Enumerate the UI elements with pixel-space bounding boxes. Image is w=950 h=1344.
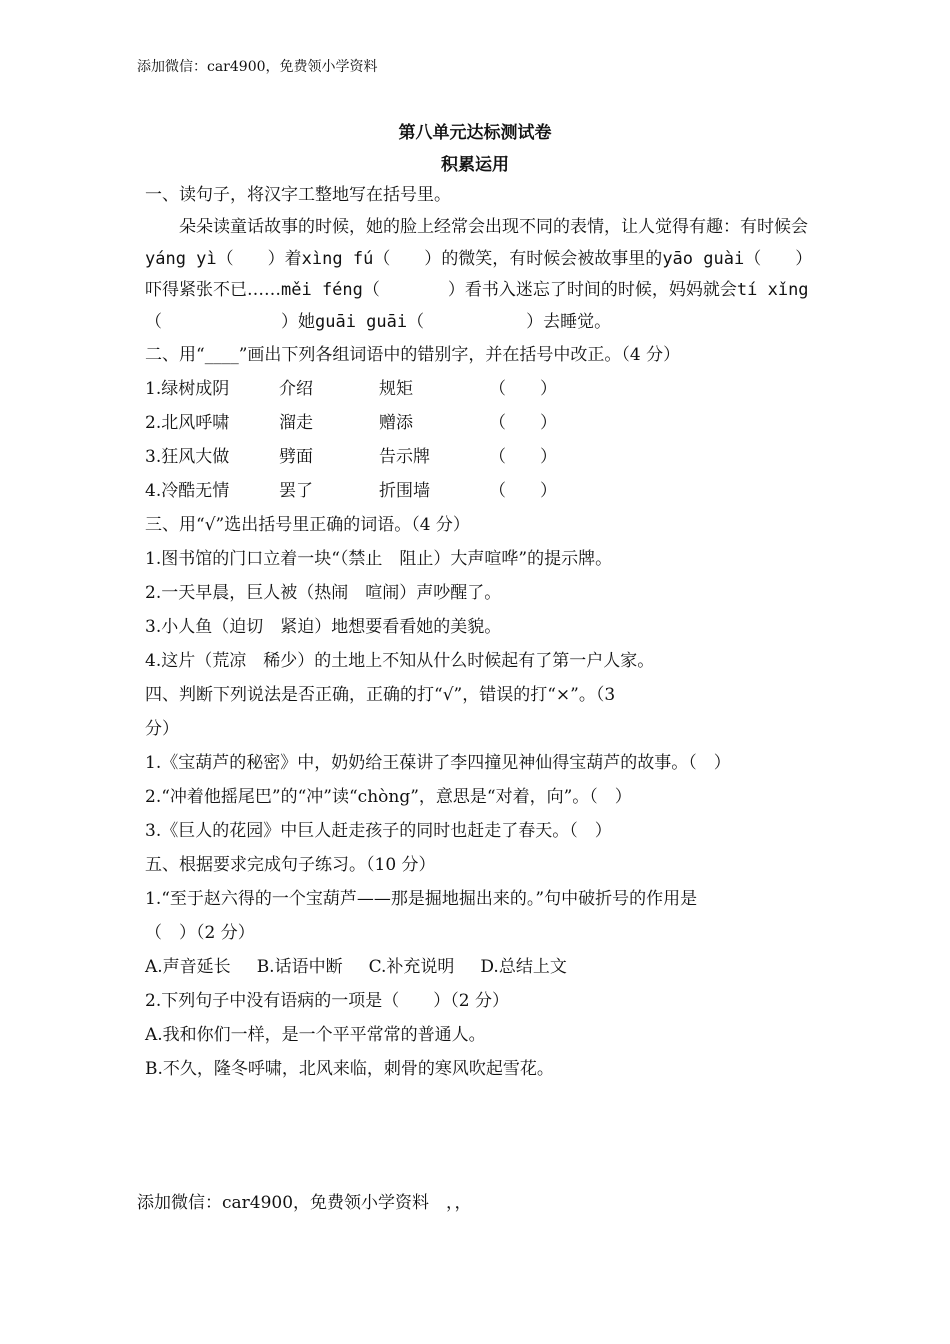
pinyin-xingfu: xìng fú (301, 248, 374, 269)
q3-item[interactable]: 2.一天早晨，巨人被（热闹 喧闹）声吵醒了。 (145, 583, 502, 603)
q1-text-4: 吓得紧张不已…… (145, 280, 281, 300)
word[interactable]: 4.冷酷无情 (145, 481, 230, 501)
q4-item[interactable]: 2.“冲着他摇尾巴”的“冲”读“chòng”，意思是“对着，向”。（ ） (145, 787, 632, 807)
word[interactable]: 1.绿树成阴 (145, 379, 230, 399)
answer-blank[interactable]: （ ） (145, 311, 298, 332)
page-footer: 添加微信：car4900，免费领小学资料 ，， (137, 1193, 472, 1213)
q5-sub1: 1.“至于赵六得的一个宝葫芦——那是掘地掘出来的。”句中破折号的作用是 (145, 889, 698, 909)
q2-underline-mark: ____ (204, 345, 239, 365)
q1-text-7: 去睡觉。 (543, 311, 612, 332)
answer-blank[interactable]: （ ） (373, 248, 442, 269)
q1-text-2: 着 (284, 248, 302, 269)
q4-item[interactable]: 1.《宝葫芦的秘密》中，奶奶给王葆讲了李四撞见神仙得宝葫芦的故事。（ ） (145, 753, 731, 773)
option-b[interactable]: B.话语中断 (256, 957, 343, 977)
q2-row (145, 474, 825, 508)
pinyin-meifeng: měi féng (281, 280, 363, 300)
pinyin-yangyi: yáng yì (145, 248, 217, 269)
answer-blank[interactable]: （ ） (489, 379, 557, 399)
q3-item[interactable]: 4.这片（荒凉 稀少）的土地上不知从什么时候起有了第一户人家。 (145, 651, 655, 671)
q4-item[interactable]: 3.《巨人的花园》中巨人赶走孩子的同时也赶走了春天。（ ） (145, 821, 612, 841)
word[interactable]: 劈面 (279, 447, 313, 467)
option-c[interactable]: C.补充说明 (368, 957, 455, 977)
word[interactable]: 溜走 (279, 413, 313, 433)
answer-blank[interactable]: （ ） (489, 447, 557, 467)
answer-blank[interactable]: （ ） (216, 248, 285, 269)
answer-blank[interactable]: （ ） (744, 248, 813, 269)
pinyin-guaiguai: guāi guāi (315, 311, 408, 332)
q5-sub2-option-a[interactable]: A.我和你们一样，是一个平平常常的普通人。 (145, 1025, 486, 1045)
pinyin-tixing: tí xǐng (736, 280, 809, 300)
word[interactable]: 罢了 (279, 481, 313, 501)
q5-sub1-answer[interactable]: （ ）（2 分） (145, 923, 255, 943)
q1-text-3: 的微笑，有时候会被故事里的 (441, 248, 663, 269)
page-title: 第八单元达标测试卷 (398, 123, 552, 143)
q3-item[interactable]: 3.小人鱼（迫切 紧迫）地想要看看她的美貌。 (145, 617, 502, 637)
q2-heading-b: ”画出下列各组词语中的错别字，并在括号中改正。（4 分） (238, 345, 681, 365)
word[interactable]: 告示牌 (379, 447, 430, 467)
q2-heading-a: 二、用“ (145, 345, 205, 365)
word[interactable]: 3.狂风大做 (145, 447, 230, 467)
section-subtitle: 积累运用 (441, 155, 509, 175)
q2-row (145, 406, 825, 440)
q1-heading: 一、读句子，将汉字工整地写在括号里。 (145, 185, 451, 205)
q4-heading-cont: 分） (145, 719, 179, 739)
q1-text-1: 朵朵读童话故事的时候，她的脸上经常会出现不同的表情，让人觉得有趣：有时候会 (179, 217, 808, 237)
q1-paragraph (145, 212, 825, 338)
q5-sub1-options (145, 950, 825, 984)
answer-blank[interactable]: （ ） (362, 280, 465, 300)
word[interactable]: 规矩 (379, 379, 413, 399)
word[interactable]: 折围墙 (379, 481, 430, 501)
q2-row (145, 372, 825, 406)
exam-body (145, 178, 825, 1086)
pinyin-yaoguai: yāo guài (662, 248, 745, 269)
q5-sub2-option-b[interactable]: B.不久，隆冬呼啸，北风来临，刺骨的寒风吹起雪花。 (145, 1059, 554, 1079)
option-a[interactable]: A.声音延长 (145, 957, 231, 977)
page-header: 添加微信：car4900，免费领小学资料 (137, 59, 378, 75)
answer-blank[interactable]: （ ） (489, 481, 557, 501)
q2-row (145, 440, 825, 474)
option-d[interactable]: D.总结上文 (480, 957, 567, 977)
q3-heading: 三、用“√”选出括号里正确的词语。（4 分） (145, 515, 470, 535)
q2-heading (145, 338, 825, 372)
q4-heading: 四、判断下列说法是否正确，正确的打“√”，错误的打“×”。（3 (145, 685, 616, 705)
q5-heading: 五、根据要求完成句子练习。（10 分） (145, 855, 436, 875)
word[interactable]: 赠添 (379, 413, 413, 433)
answer-blank[interactable]: （ ） (489, 413, 557, 433)
word[interactable]: 介绍 (279, 379, 313, 399)
answer-blank[interactable]: （ ） (407, 311, 544, 332)
word[interactable]: 2.北风呼啸 (145, 413, 230, 433)
q1-text-5: 看书入迷忘了时间的时候，妈妈就会 (464, 280, 737, 300)
q1-text-6: 她 (298, 311, 315, 332)
q3-item[interactable]: 1.图书馆的门口立着一块“（禁止 阻止）大声喧哗”的提示牌。 (145, 549, 613, 569)
q5-sub2[interactable]: 2.下列句子中没有语病的一项是（ ）（2 分） (145, 991, 509, 1011)
